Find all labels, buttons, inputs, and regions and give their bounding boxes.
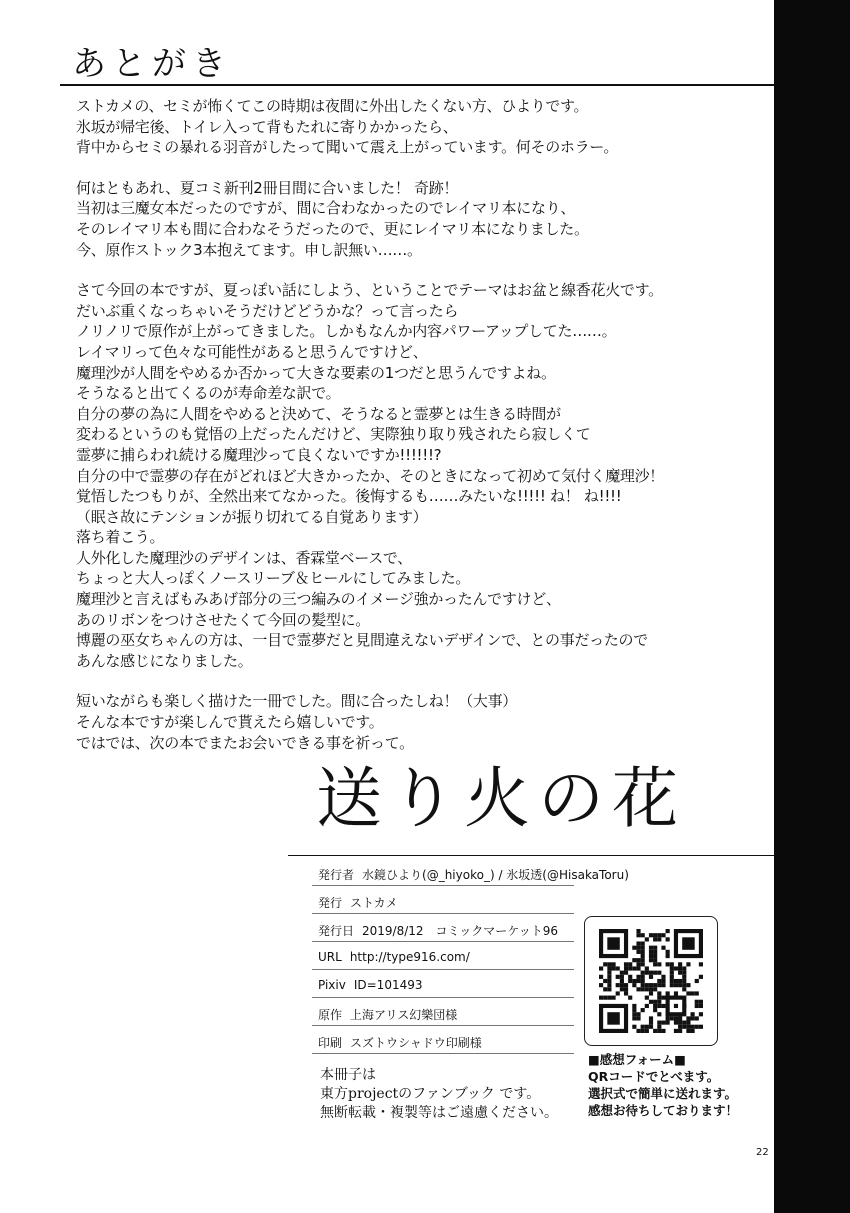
afterword-line: あんな感じになりました。 bbox=[76, 651, 253, 670]
afterword-line: 魔理沙と言えばもみあげ部分の三つ編みのイメージ強かったんですけど、 bbox=[76, 590, 561, 609]
colophon-key: 印刷 bbox=[318, 1036, 343, 1050]
colophon-row-rule bbox=[312, 969, 574, 970]
colophon-key: 発行日 bbox=[318, 924, 355, 938]
colophon-row-rule bbox=[312, 941, 574, 942]
colophon-value: スズトウシャドウ印刷様 bbox=[350, 1036, 482, 1050]
colophon-row-original bbox=[318, 1006, 457, 1023]
fanbook-notice bbox=[320, 1066, 558, 1123]
afterword-line: 変わるというのも覚悟の上だったんだけど、実際独り取り残されたら寂しくて bbox=[76, 425, 591, 444]
colophon-row-printer bbox=[318, 1034, 482, 1051]
afterword-line: そんな本ですが楽しんで貰えたら嬉しいです。 bbox=[76, 713, 384, 732]
notice-line: 無断転載・複製等はご遠慮ください。 bbox=[320, 1105, 558, 1121]
title-divider bbox=[60, 84, 774, 86]
feedback-line: ■感想フォーム■ bbox=[588, 1052, 686, 1067]
colophon-key: 発行 bbox=[318, 896, 343, 910]
feedback-line: 選択式で簡単に送れます。 bbox=[588, 1086, 738, 1101]
colophon-value: 2019/8/12 コミックマーケット96 bbox=[362, 924, 558, 938]
colophon-row-issuer bbox=[318, 894, 398, 911]
afterword-line: 短いながらも楽しく描けた一冊でした。間に合ったしね！（大事） bbox=[76, 692, 518, 711]
colophon-value: ストカメ bbox=[350, 896, 398, 910]
afterword-line: 魔理沙が人間をやめるか否かって大きな要素の1つだと思うんですよね。 bbox=[76, 363, 556, 382]
afterword-line: 覚悟したつもりが、全然出来てなかった。後悔するも……みたいな!!!!! ね！ ね!!!! bbox=[76, 487, 622, 506]
colophon-value: http://type916.com/ bbox=[349, 950, 470, 964]
colophon-key: 原作 bbox=[318, 1008, 343, 1022]
colophon-value: 水鏡ひより(@_hiyoko_) / 氷坂透(@HisakaToru) bbox=[362, 868, 629, 882]
afterword-paragraph-4 bbox=[76, 691, 766, 753]
colophon-value: 上海アリス幻樂団様 bbox=[350, 1008, 458, 1022]
colophon-divider bbox=[288, 855, 774, 856]
afterword-line: ノリノリで原作が上がってきました。しかもなんか内容パワーアップしてた……。 bbox=[76, 322, 617, 341]
afterword-line: 何はともあれ、夏コミ新刊2冊目間に合いました！ 奇跡！ bbox=[76, 178, 459, 197]
afterword-line: さて今回の本ですが、夏っぽい話にしよう、ということでテーマはお盆と線香花火です。 bbox=[76, 281, 663, 300]
afterword-line: 氷坂が帰宅後、トイレ入って背もたれに寄りかかったら、 bbox=[76, 117, 458, 136]
afterword-line: 落ち着こう。 bbox=[76, 528, 165, 547]
afterword-line: ちょっと大人っぽくノースリーブ＆ヒールにしてみました。 bbox=[76, 569, 471, 588]
colophon-key: Pixiv bbox=[318, 978, 346, 992]
page-number: 22 bbox=[756, 1147, 769, 1158]
afterword-line: （眠さ故にテンションが振り切れてる自覚あります） bbox=[76, 507, 428, 526]
afterword-line: 当初は三魔女本だったのですが、間に合わなかったのでレイマリ本になり、 bbox=[76, 199, 576, 218]
colophon-row-rule bbox=[312, 885, 574, 886]
afterword-line: ではでは、次の本でまたお会いできる事を祈って。 bbox=[76, 733, 414, 752]
afterword-line: 人外化した魔理沙のデザインは、香霖堂ベースで、 bbox=[76, 548, 413, 567]
afterword-line: そのレイマリ本も間に合わなそうだったので、更にレイマリ本になりました。 bbox=[76, 219, 589, 238]
colophon-row-publisher bbox=[318, 866, 629, 883]
colophon-row-pixiv bbox=[318, 978, 423, 992]
afterword-paragraph-2 bbox=[76, 178, 766, 260]
colophon-row-rule bbox=[312, 1025, 574, 1026]
colophon-key: 発行者 bbox=[318, 868, 355, 882]
page-title: あとがき bbox=[72, 44, 232, 84]
afterword-line: 自分の中で霊夢の存在がどれほど大きかったか、そのときになって初めて気付く魔理沙！ bbox=[76, 466, 665, 485]
qr-code-icon bbox=[599, 929, 703, 1033]
feedback-line: 感想お待ちしております！ bbox=[588, 1103, 739, 1118]
colophon-row-rule bbox=[312, 1053, 574, 1054]
afterword-line: 博麗の巫女ちゃんの方は、一目で霊夢だと見間違えないデザインで、との事だったので bbox=[76, 631, 648, 650]
afterword-line: そうなると出てくるのが寿命差な訳で。 bbox=[76, 384, 341, 403]
afterword-text bbox=[76, 96, 766, 773]
afterword-line: あのリボンをつけさせたくて今回の髪型に。 bbox=[76, 610, 371, 629]
colophon-row-date bbox=[318, 922, 558, 939]
colophon-key: URL bbox=[318, 950, 342, 964]
afterword-paragraph-1 bbox=[76, 96, 766, 158]
afterword-paragraph-3 bbox=[76, 280, 766, 671]
afterword-line: ストカメの、セミが怖くてこの時期は夜間に外出したくない方、ひよりです。 bbox=[76, 97, 589, 115]
qr-code-frame bbox=[584, 916, 718, 1046]
afterword-line: レイマリって色々な可能性があると思うんですけど、 bbox=[76, 342, 428, 361]
page-spine-edge bbox=[774, 0, 850, 1213]
afterword-line: 今、原作ストック3本抱えてます。申し訳無い……。 bbox=[76, 240, 422, 259]
notice-line: 東方projectのファンブック です。 bbox=[320, 1086, 541, 1102]
book-title: 送り火の花 bbox=[316, 760, 686, 837]
afterword-line: 自分の夢の為に人間をやめると決めて、そうなると霊夢とは生きる時間が bbox=[76, 404, 561, 423]
feedback-form-info bbox=[588, 1051, 738, 1119]
colophon-row-rule bbox=[312, 913, 574, 914]
notice-line: 本冊子は bbox=[320, 1067, 376, 1083]
afterword-line: 霊夢に捕らわれ続ける魔理沙って良くないですか!!!!!!? bbox=[76, 445, 442, 464]
feedback-line: QRコードでとべます。 bbox=[588, 1069, 720, 1084]
colophon-row-rule bbox=[312, 997, 574, 998]
afterword-line: だいぶ重くなっちゃいそうだけどどうかな？って言ったら bbox=[76, 301, 459, 320]
colophon-value: ID=101493 bbox=[353, 978, 423, 992]
afterword-line: 背中からセミの暴れる羽音がしたって聞いて震え上がっています。何そのホラー。 bbox=[76, 138, 619, 157]
colophon-row-url bbox=[318, 950, 470, 964]
